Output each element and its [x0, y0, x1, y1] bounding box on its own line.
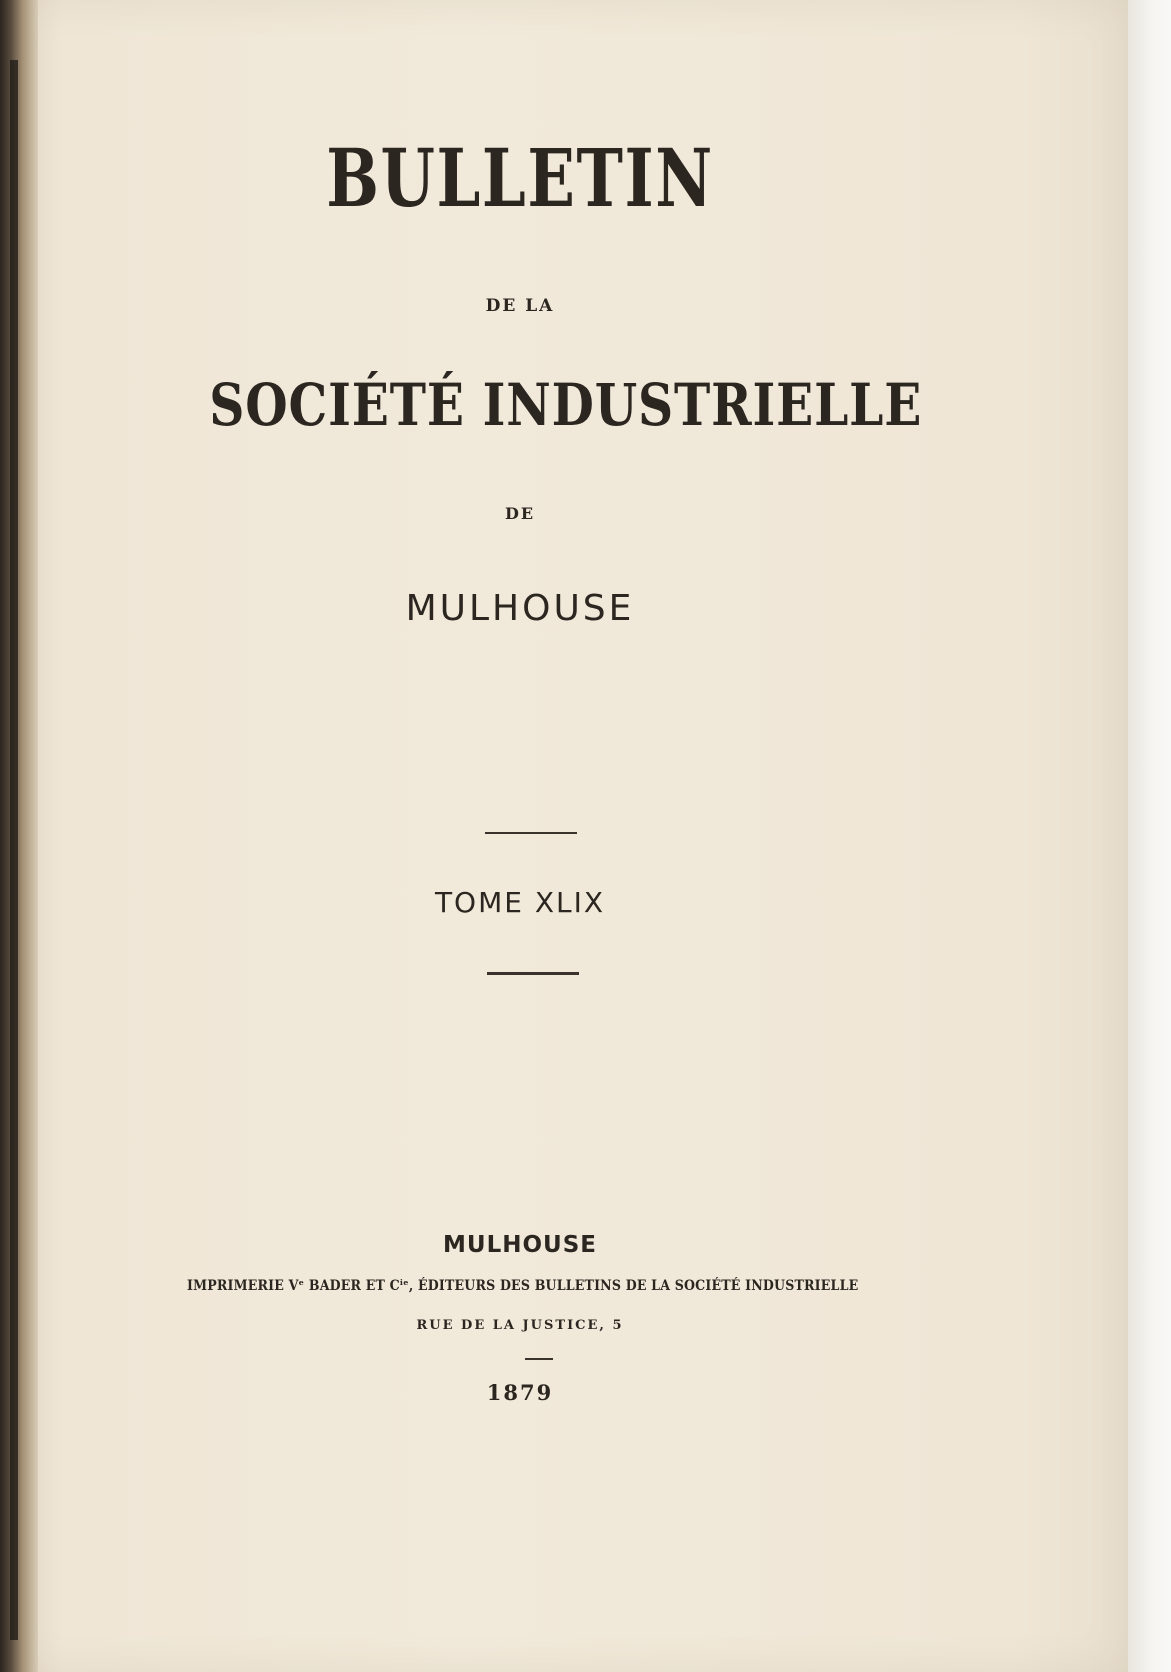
divider-rule-bottom	[487, 972, 579, 975]
scan-margin	[1128, 0, 1171, 1672]
divider-rule-top	[485, 832, 577, 834]
imprint-city: MULHOUSE	[443, 1232, 597, 1258]
publication-year: 1879	[486, 1380, 554, 1405]
binding-shadow	[10, 60, 18, 1640]
printer-line: IMPRIMERIE Vᵉ BADER ET Cⁱᵉ, ÉDITEURS DES BULLETINS DE LA SOCIÉTÉ INDUSTRIELLE	[187, 1278, 859, 1294]
page-title: BULLETIN	[326, 131, 714, 225]
title-connector: DE LA	[485, 296, 555, 316]
volume-label: TOME XLIX	[434, 886, 606, 919]
book-spine	[0, 0, 38, 1672]
city-connector: DE	[504, 504, 536, 523]
printer-address: RUE DE LA JUSTICE, 5	[416, 1318, 624, 1333]
divider-dash	[525, 1358, 553, 1360]
city-name: MULHOUSE	[405, 588, 635, 629]
paper-sheet	[18, 0, 1128, 1672]
society-name: SOCIÉTÉ INDUSTRIELLE	[209, 371, 923, 439]
